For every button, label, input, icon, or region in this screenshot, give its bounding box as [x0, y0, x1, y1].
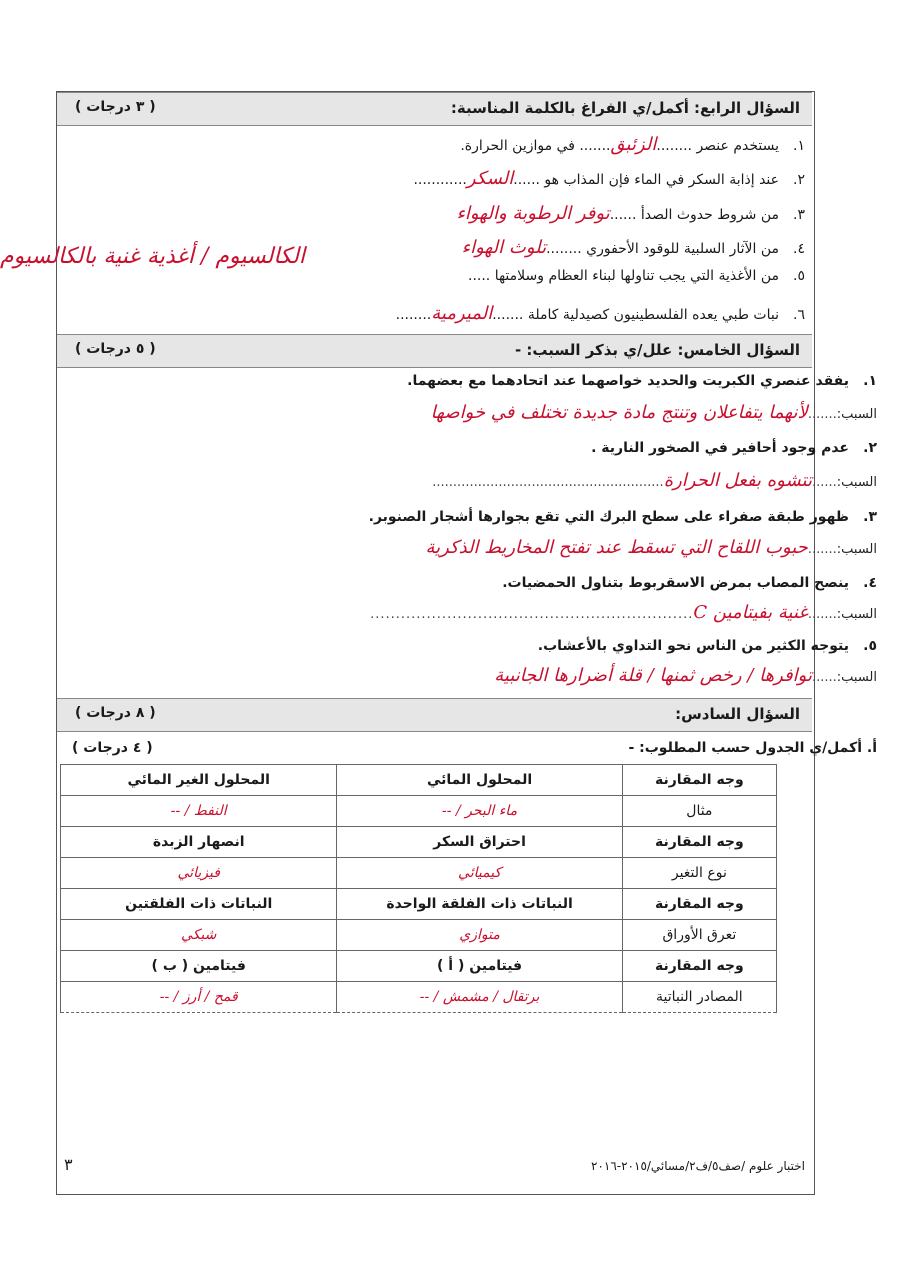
handwritten-answer: توفر الرطوبة والهواء	[456, 203, 610, 224]
q6-sub-a-title: أ. أكمل/ي الجدول حسب المطلوب: -	[628, 740, 877, 756]
handwritten-answer: كيميائي	[337, 858, 622, 889]
table-cell: المحلول المائي	[337, 765, 622, 796]
table-cell: المحلول الغير المائي	[61, 765, 337, 796]
q5-marks: ( ٥ درجات )	[75, 341, 156, 357]
q4-title: السؤال الرابع: أكمل/ي الفراغ بالكلمة المناسبة:	[450, 99, 800, 117]
q4-item-5: ٥.من الأغذية التي يجب تناولها لبناء العظام وسلامتها .....	[468, 268, 805, 284]
table-cell: انصهار الزبدة	[61, 827, 337, 858]
q4-item-3: ٣.من شروط حدوث الصدأ ......توفر الرطوبة والهواء	[456, 203, 805, 224]
q5-header-band	[57, 334, 812, 368]
handwritten-answer: توافرها / رخص ثمنها / قلة أضرارها الجانبية	[494, 665, 812, 686]
q4-header-band	[57, 92, 812, 126]
table-cell: وجه المقارنة	[622, 951, 776, 982]
table-cell: النباتات ذات الفلقة الواحدة	[337, 889, 622, 920]
table-cell: فيتامين ( ب )	[61, 951, 337, 982]
comparison-table	[60, 764, 777, 1013]
q5-reason-1: السبب:.......لأنهما يتفاعلان وتنتج مادة جديدة تختلف في خواصها	[430, 402, 877, 423]
q6-sub-a-marks: ( ٤ درجات )	[72, 740, 153, 756]
table-header-row	[61, 827, 777, 858]
handwritten-answer: النفط / --	[61, 796, 337, 827]
handwritten-answer: فيزيائي	[61, 858, 337, 889]
exam-info: اختبار علوم /صف٥/ف٢/مسائي/٢٠١٥-٢٠١٦	[590, 1159, 805, 1173]
q5-reason-4: السبب:.......غنية بفيتامين C...............................................................	[370, 602, 877, 623]
q5-question-2: ٢.عدم وجود أحافير في الصخور النارية .	[591, 440, 877, 456]
table-cell: النباتات ذات الفلقتين	[61, 889, 337, 920]
q5-reason-5: السبب:......توافرها / رخص ثمنها / قلة أضرارها الجانبية	[494, 665, 877, 686]
q4-item-1: ١.يستخدم عنصر ........الزئبق....... في موازين الحرارة.	[460, 134, 805, 155]
q4-marks: ( ٣ درجات )	[75, 99, 156, 115]
q5-title: السؤال الخامس: علل/ي بذكر السبب: -	[514, 341, 800, 359]
q4-item-2: ٢.عند إذابة السكر في الماء فإن المذاب هو ......السكر............	[413, 168, 805, 189]
table-cell: وجه المقارنة	[622, 827, 776, 858]
table-header-row	[61, 889, 777, 920]
q5-question-3: ٣.ظهور طبقة صفراء على سطح البرك التي تقع بجوارها أشجار الصنوبر.	[368, 509, 877, 525]
q6-marks: ( ٨ درجات )	[75, 705, 156, 721]
q4-item-5-handwritten-answer: الكالسيوم / أغذية غنية بالكالسيوم	[0, 244, 306, 269]
handwritten-answer: تتشوه بفعل الحرارة	[663, 470, 812, 491]
handwritten-answer: غنية بفيتامين C	[693, 602, 808, 623]
page-number: ٣	[64, 1155, 73, 1174]
table-cell: احتراق السكر	[337, 827, 622, 858]
q4-item-6: ٦.نبات طبي يعده الفلسطينيون كصيدلية كاملة .......الميرمية........	[395, 303, 805, 324]
q5-question-5: ٥.يتوجه الكثير من الناس نحو التداوي بالأعشاب.	[537, 638, 877, 654]
table-row	[61, 858, 777, 889]
q5-reason-2: السبب:......تتشوه بفعل الحرارة........................................................	[432, 470, 877, 491]
handwritten-answer: السكر	[466, 168, 514, 189]
table-row	[61, 920, 777, 951]
handwritten-answer: شبكي	[61, 920, 337, 951]
table-row	[61, 982, 777, 1013]
handwritten-answer: متوازي	[337, 920, 622, 951]
q6-title: السؤال السادس:	[675, 705, 800, 723]
table-cell: المصادر النباتية	[622, 982, 776, 1013]
table-cell: نوع التغير	[622, 858, 776, 889]
handwritten-answer: الزئبق	[610, 134, 657, 155]
q5-reason-3: السبب:.......حبوب اللقاح التي تسقط عند تفتح المخاريط الذكرية	[425, 537, 877, 558]
handwritten-answer: الميرمية	[431, 303, 493, 324]
q5-question-1: ١.يفقد عنصري الكبريت والحديد خواصهما عند اتحادهما مع بعضهما.	[407, 373, 877, 389]
table-header-row	[61, 765, 777, 796]
handwritten-answer: برتقال / مشمش / --	[337, 982, 622, 1013]
table-header-row	[61, 951, 777, 982]
table-cell: وجه المقارنة	[622, 765, 776, 796]
table-cell: فيتامين ( أ )	[337, 951, 622, 982]
q4-item-4: ٤.من الآثار السلبية للوقود الأحفوري ........تلوث الهواء	[461, 237, 805, 258]
handwritten-answer: قمح / أرز / --	[61, 982, 337, 1013]
q6-header-band	[57, 698, 812, 732]
table-cell: تعرق الأوراق	[622, 920, 776, 951]
handwritten-answer: لأنهما يتفاعلان وتنتج مادة جديدة تختلف في خواصها	[430, 402, 808, 423]
table-row	[61, 796, 777, 827]
handwritten-answer: حبوب اللقاح التي تسقط عند تفتح المخاريط الذكرية	[425, 537, 808, 558]
handwritten-answer: تلوث الهواء	[461, 237, 547, 258]
q5-question-4: ٤.ينصح المصاب بمرض الاسقربوط بتناول الحمضيات.	[502, 575, 877, 591]
table-cell: وجه المقارنة	[622, 889, 776, 920]
handwritten-answer: ماء البحر / --	[337, 796, 622, 827]
table-cell: مثال	[622, 796, 776, 827]
